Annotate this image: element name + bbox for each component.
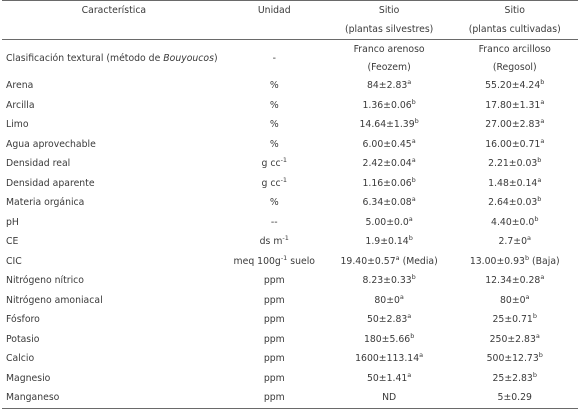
row-characteristic: Fósforo	[6, 314, 40, 326]
row-characteristic: pH	[6, 216, 19, 228]
row-unit-value: %	[269, 80, 279, 92]
row-sitio1-value-value: 14.64±1.39	[359, 119, 415, 131]
row-unit-value: %	[269, 138, 279, 150]
row-unit-superscript: -1	[280, 156, 288, 165]
row-unit-superscript: -1	[280, 253, 288, 262]
row-sitio2-value	[452, 369, 578, 389]
row-sitio1-value-superscript: a	[411, 195, 416, 204]
row-sitio2-value-superscript: b	[537, 156, 542, 165]
row-unit-value: ppm	[263, 372, 285, 384]
row-sitio1-value-value: ND	[382, 392, 397, 404]
row-sitio1-value	[327, 291, 452, 311]
row-unit	[222, 232, 327, 252]
row-unit-value: ppm	[263, 314, 285, 326]
row-sitio1-value-value: 1.16±0.06	[362, 177, 412, 189]
row-unit	[222, 76, 327, 96]
row-sitio1-value-superscript: a	[407, 312, 412, 321]
row-characteristic: Potasio	[6, 333, 40, 345]
row-unit-value: --	[270, 216, 278, 228]
row-unit	[222, 154, 327, 174]
row-sitio1-value-value: 19.40±0.57	[340, 255, 396, 267]
row-sitio1-value	[327, 369, 452, 389]
table-row	[2, 310, 578, 330]
row-sitio2-value-value: 25±2.83	[492, 372, 533, 384]
row-sitio2-value	[452, 330, 578, 350]
textural-unit: -	[272, 52, 276, 64]
row-sitio1-value	[327, 388, 452, 408]
row-sitio1-value-superscript: b	[410, 331, 415, 340]
row-sitio1-value	[327, 174, 452, 194]
row-sitio1-value-superscript: b	[411, 97, 416, 106]
table-body	[2, 40, 578, 409]
row-sitio2-value-superscript: b	[537, 195, 542, 204]
row-unit-suffix: suelo	[287, 255, 315, 267]
table-row	[2, 388, 578, 408]
row-unit	[222, 271, 327, 291]
row-sitio2-value	[452, 135, 578, 155]
row-sitio1-value-value: 50±1.41	[366, 372, 408, 384]
row-sitio2-value-value: 17.80±1.31	[485, 99, 541, 111]
row-sitio1-value-superscript: a	[408, 214, 413, 223]
col-header-sitio2-title: Sitio	[452, 1, 578, 21]
row-sitio2-value-value: 55.20±4.24	[485, 80, 541, 92]
row-sitio2-value	[452, 115, 578, 135]
row-sitio2-value	[452, 96, 578, 116]
row-sitio2-value-value: 12.34±0.28	[485, 275, 541, 287]
row-sitio2-value-value: 5±0.29	[497, 392, 532, 404]
row-sitio2-value-suffix: (Baja)	[529, 255, 560, 267]
table-row	[2, 349, 578, 369]
row-sitio1-value	[327, 310, 452, 330]
row-sitio2-value-superscript: b	[534, 214, 539, 223]
table-row	[2, 232, 578, 252]
row-sitio2-value	[452, 154, 578, 174]
row-sitio1-value-superscript: b	[414, 117, 419, 126]
row-unit	[222, 369, 327, 389]
textural-sitio1-soil: (Feozem)	[367, 61, 411, 73]
row-sitio2-value	[452, 291, 578, 311]
row-unit-superscript: -1	[280, 175, 288, 184]
row-sitio2-value	[452, 388, 578, 408]
row-sitio2-value-superscript: b	[532, 312, 537, 321]
row-sitio2-value-value: 27.00±2.83	[485, 119, 541, 131]
row-sitio1-value-value: 6.34±0.08	[362, 197, 412, 209]
textural-label-method: Bouyoucos	[163, 52, 214, 64]
row-sitio2-value	[452, 232, 578, 252]
row-sitio1-value-value: 6.00±0.45	[362, 138, 412, 150]
table-row	[2, 135, 578, 155]
row-unit-value: g cc	[261, 177, 281, 189]
row-sitio2-value	[452, 76, 578, 96]
row-characteristic: CE	[6, 236, 19, 248]
row-sitio1-value-superscript: a	[399, 292, 404, 301]
row-sitio2-value-value: 2.21±0.03	[488, 158, 538, 170]
row-unit-superscript: -1	[282, 234, 289, 243]
row-unit	[222, 135, 327, 155]
row-sitio2-value-value: 13.00±0.93	[469, 255, 525, 267]
row-sitio2-value-value: 1.48±0.14	[488, 177, 538, 189]
row-sitio1-value-value: 1600±113.14	[355, 353, 420, 365]
row-sitio1-value-superscript: a	[419, 351, 424, 360]
row-characteristic: Arcilla	[6, 99, 35, 111]
row-sitio1-value-value: 1.36±0.06	[362, 99, 412, 111]
col-header-sitio2-subtitle: (plantas cultivadas)	[452, 20, 578, 40]
row-sitio1-value-superscript: a	[395, 253, 400, 262]
row-sitio1-value-value: 80±0	[374, 294, 400, 306]
row-unit	[222, 349, 327, 369]
row-characteristic: CIC	[6, 255, 22, 267]
row-characteristic: Manganeso	[2, 388, 222, 408]
row-sitio2-value-superscript: b	[524, 253, 530, 262]
row-sitio1-value-suffix: (Media)	[399, 255, 438, 267]
col-header-spacer	[2, 20, 222, 40]
textural-row-a	[2, 40, 578, 59]
row-sitio1-value	[327, 96, 452, 116]
textural-sitio2-class: Franco arcilloso	[478, 43, 551, 55]
table-row	[2, 213, 578, 233]
row-sitio2-value-value: 16.00±0.71	[485, 138, 541, 150]
table-row	[2, 115, 578, 135]
row-characteristic: Nitrógeno nítrico	[6, 275, 84, 287]
soil-properties-table	[2, 0, 578, 409]
textural-label-close: )	[213, 52, 218, 64]
row-sitio1-value	[327, 330, 452, 350]
row-characteristic: Densidad real	[6, 158, 71, 170]
row-sitio1-value	[327, 349, 452, 369]
textural-sitio2-soil: (Regosol)	[492, 61, 537, 73]
textural-sitio1-class: Franco arenoso	[353, 43, 425, 55]
col-header-spacer	[222, 20, 327, 40]
row-characteristic: Materia orgánica	[6, 197, 85, 209]
row-characteristic: Calcio	[6, 353, 35, 365]
row-unit-value: ds m	[259, 236, 283, 248]
row-sitio1-value	[327, 193, 452, 213]
row-sitio2-value-superscript: b	[538, 351, 543, 360]
row-characteristic: Arena	[6, 80, 34, 92]
row-sitio2-value-value: 2.64±0.03	[488, 197, 538, 209]
col-header-sitio1-title: Sitio	[327, 1, 452, 21]
row-sitio2-value-value: 80±0	[499, 294, 526, 306]
row-unit-value: ppm	[263, 275, 285, 287]
row-sitio2-value	[452, 271, 578, 291]
row-unit-value: %	[269, 119, 279, 131]
row-sitio1-value	[327, 252, 452, 272]
row-sitio2-value	[452, 310, 578, 330]
row-sitio2-value	[452, 252, 578, 272]
col-header-caracteristica: Característica	[2, 1, 222, 21]
row-unit	[222, 96, 327, 116]
row-sitio2-value-superscript: b	[540, 78, 545, 87]
row-sitio1-value	[327, 232, 452, 252]
table-row	[2, 252, 578, 272]
row-sitio1-value-value: 84±2.83	[366, 80, 408, 92]
row-sitio2-value-superscript: a	[540, 136, 545, 145]
table-row	[2, 76, 578, 96]
row-sitio1-value-value: 180±5.66	[363, 333, 411, 345]
table-row	[2, 193, 578, 213]
row-sitio1-value-superscript: b	[408, 234, 413, 243]
row-unit-value: ppm	[263, 392, 285, 404]
row-sitio2-value-value: 25±0.71	[492, 314, 533, 326]
row-unit	[222, 252, 327, 272]
row-unit-value: %	[269, 197, 279, 209]
row-unit-value: ppm	[263, 333, 285, 345]
row-unit-value: %	[269, 99, 279, 111]
header-row-top	[2, 1, 578, 21]
row-characteristic: Limo	[6, 119, 29, 131]
row-unit	[222, 291, 327, 311]
row-sitio2-value-value: 4.40±0.0	[491, 216, 535, 228]
table-row	[2, 291, 578, 311]
row-sitio2-value-value: 250±2.83	[489, 333, 536, 345]
table-header	[2, 1, 578, 40]
row-sitio1-value-value: 8.23±0.33	[362, 275, 412, 287]
row-unit	[222, 115, 327, 135]
row-sitio2-value-superscript: a	[540, 117, 545, 126]
row-sitio2-value	[452, 193, 578, 213]
row-unit	[222, 213, 327, 233]
header-row-bottom	[2, 20, 578, 40]
table-row	[2, 369, 578, 389]
textural-label	[2, 40, 222, 77]
row-sitio2-value	[452, 174, 578, 194]
row-sitio2-value-superscript: a	[540, 273, 545, 282]
row-characteristic: Agua aprovechable	[6, 138, 96, 150]
row-characteristic: Magnesio	[6, 372, 51, 384]
row-sitio2-value-superscript: a	[540, 97, 545, 106]
row-unit-value: g cc	[261, 158, 281, 170]
row-sitio1-value	[327, 271, 452, 291]
row-sitio1-value-superscript: b	[411, 273, 416, 282]
textural-label-text: Clasificación textural (método de	[6, 52, 164, 64]
col-header-sitio1-subtitle: (plantas silvestres)	[327, 20, 452, 40]
row-sitio1-value-value: 1.9±0.14	[365, 236, 409, 248]
row-sitio1-value	[327, 135, 452, 155]
row-sitio1-value-superscript: a	[411, 136, 416, 145]
table-row	[2, 96, 578, 116]
row-sitio1-value-superscript: a	[407, 370, 412, 379]
row-sitio2-value-superscript: a	[535, 331, 540, 340]
row-sitio2-value-superscript: a	[525, 292, 530, 301]
row-unit-value: meq 100g	[233, 255, 281, 267]
row-unit	[222, 310, 327, 330]
row-unit	[222, 330, 327, 350]
row-sitio2-value	[452, 349, 578, 369]
row-sitio1-value-superscript: b	[411, 175, 416, 184]
row-unit-value: ppm	[263, 294, 285, 306]
row-sitio2-value	[452, 213, 578, 233]
table-row	[2, 174, 578, 194]
table-row	[2, 154, 578, 174]
row-sitio2-value-value: 500±12.73	[486, 353, 539, 365]
row-sitio2-value-superscript: a	[537, 175, 542, 184]
row-characteristic: Densidad aparente	[6, 177, 95, 189]
row-sitio1-value	[327, 115, 452, 135]
row-sitio2-value-superscript: a	[527, 234, 531, 243]
row-sitio2-value-superscript: b	[532, 370, 537, 379]
row-sitio1-value-superscript: a	[407, 78, 412, 87]
row-sitio1-value	[327, 154, 452, 174]
row-sitio1-value-superscript: a	[411, 156, 416, 165]
row-unit	[222, 193, 327, 213]
row-sitio1-value	[327, 76, 452, 96]
row-sitio1-value-value: 50±2.83	[366, 314, 408, 326]
col-header-unidad: Unidad	[222, 1, 327, 21]
row-sitio1-value-value: 5.00±0.0	[365, 216, 409, 228]
row-sitio1-value-value: 2.42±0.04	[362, 158, 412, 170]
row-characteristic: Nitrógeno amoniacal	[6, 294, 103, 306]
table-row	[2, 330, 578, 350]
table-row	[2, 271, 578, 291]
row-unit-value: ppm	[263, 353, 285, 365]
row-sitio2-value-value: 2.7±0	[498, 236, 528, 248]
row-sitio1-value	[327, 213, 452, 233]
row-unit	[222, 174, 327, 194]
row-unit	[222, 388, 327, 408]
